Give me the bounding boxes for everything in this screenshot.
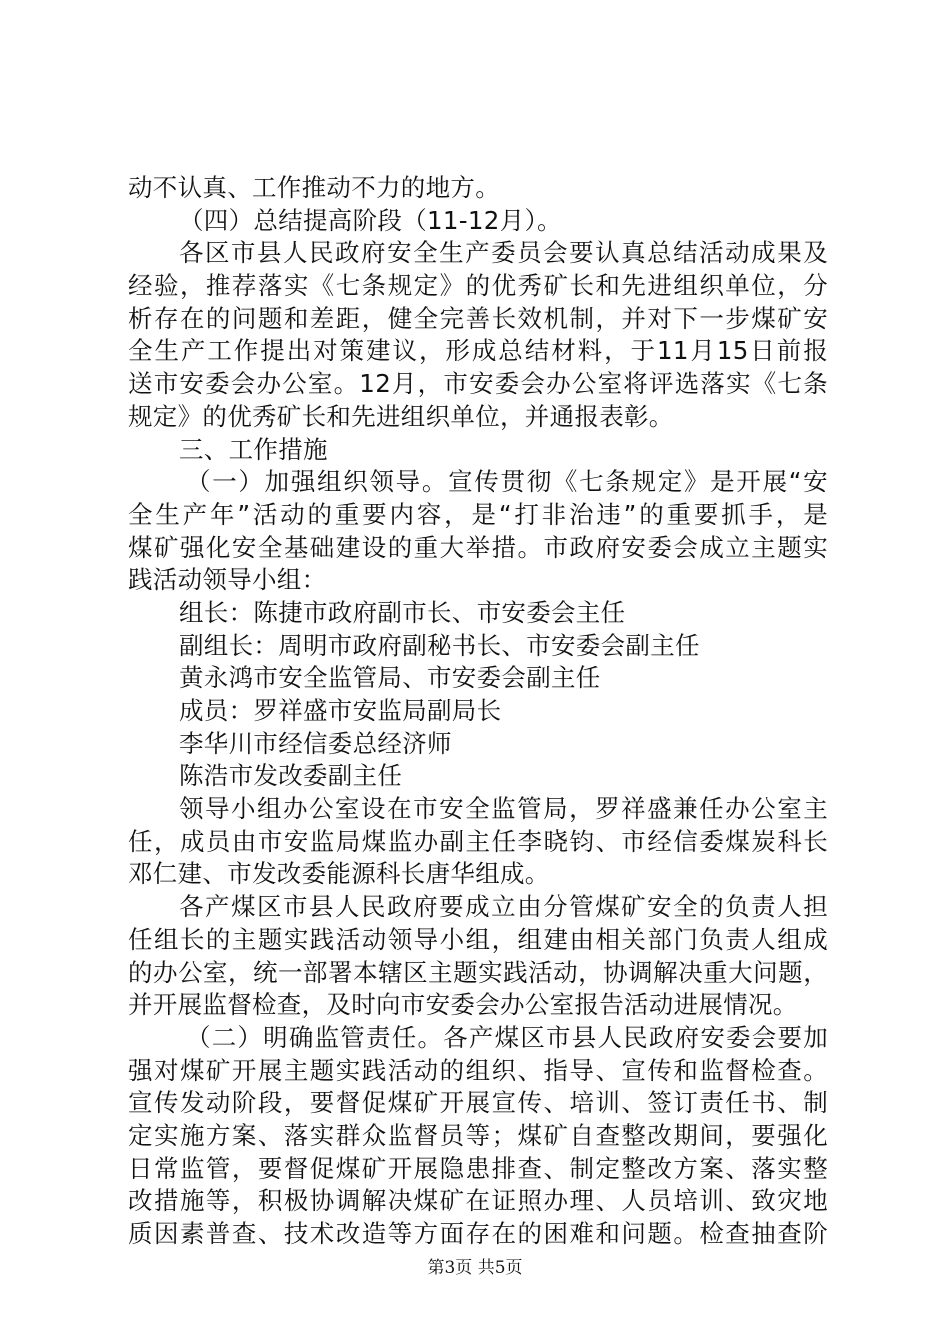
text-line: 的办公室，统一部署本辖区主题实践活动，协调解决重大问题，: [128, 957, 828, 987]
text-line: 动不认真、工作推动不力的地方。: [128, 173, 500, 202]
text-line: 宣传发动阶段，要督促煤矿开展宣传、培训、签订责任书、制: [128, 1088, 828, 1118]
text-line: （一）加强组织领导。宣传贯彻《七条规定》是开展“安: [186, 467, 828, 497]
deputy-leader-line: 副组长：周明市政府副秘书长、市安委会副主任: [179, 630, 700, 660]
section-heading-work-measures: 三、工作措施: [179, 434, 328, 464]
text-line: 并开展监督检查，及时向市安委会办公室报告活动进展情况。: [128, 990, 798, 1020]
deputy-leader-line: 黄永鸿市安全监管局、市安委会副主任: [179, 663, 601, 693]
text-line: 改措施等，积极协调解决煤矿在证照办理、人员培训、致灾地: [128, 1186, 828, 1216]
text-line: 定实施方案、落实群众监督员等；煤矿自查整改期间，要强化: [128, 1120, 828, 1150]
text-line: 任，成员由市安监局煤监办副主任李晓钧、市经信委煤炭科长: [128, 826, 828, 856]
section-heading-summary-phase: （四）总结提高阶段（11-12月）。: [179, 205, 562, 235]
text-line: （二）明确监管责任。各产煤区市县人民政府安委会要加: [186, 1022, 828, 1052]
text-line: 强对煤矿开展主题实践活动的组织、指导、宣传和监督检查。: [128, 1055, 828, 1085]
member-line: 陈浩市发改委副主任: [179, 761, 403, 791]
member-line: 成员：罗祥盛市安监局副局长: [179, 696, 502, 725]
text-line: 煤矿强化安全基础建设的重大举措。市政府安委会成立主题实: [128, 532, 828, 562]
text-line: 各区市县人民政府安全生产委员会要认真总结活动成果及: [179, 238, 828, 268]
text-line: 践活动领导小组：: [128, 565, 327, 595]
text-line: 日常监管，要督促煤矿开展隐患排查、制定整改方案、落实整: [128, 1153, 828, 1183]
body-text: [128, 172, 828, 1251]
text-line: 送市安委会办公室。12月，市安委会办公室将评选落实《七条: [128, 369, 828, 399]
text-line: 邓仁建、市发改委能源科长唐华组成。: [128, 859, 550, 889]
text-line: 任组长的主题实践活动领导小组，组建由相关部门负责人组成: [128, 924, 828, 954]
leader-line: 组长：陈捷市政府副市长、市安委会主任: [179, 597, 626, 627]
text-line: 各产煤区市县人民政府要成立由分管煤矿安全的负责人担: [179, 892, 828, 922]
text-line: 析存在的问题和差距，健全完善长效机制，并对下一步煤矿安: [128, 303, 828, 333]
text-line: 规定》的优秀矿长和先进组织单位，并通报表彰。: [128, 401, 674, 431]
text-line: 质因素普查、技术改造等方面存在的困难和问题。检查抽查阶: [128, 1219, 828, 1248]
text-line: 经验，推荐落实《七条规定》的优秀矿长和先进组织单位，分: [128, 271, 828, 301]
member-line: 李华川市经信委总经济师: [179, 728, 452, 758]
text-line: 全生产工作提出对策建议，形成总结材料，于11月15日前报: [128, 336, 828, 366]
page-number-footer: 第3页 共5页: [427, 1258, 523, 1278]
text-line: 领导小组办公室设在市安全监管局，罗祥盛兼任办公室主: [179, 794, 828, 824]
text-line: 全生产年”活动的重要内容，是“打非治违”的重要抓手，是: [128, 499, 828, 529]
